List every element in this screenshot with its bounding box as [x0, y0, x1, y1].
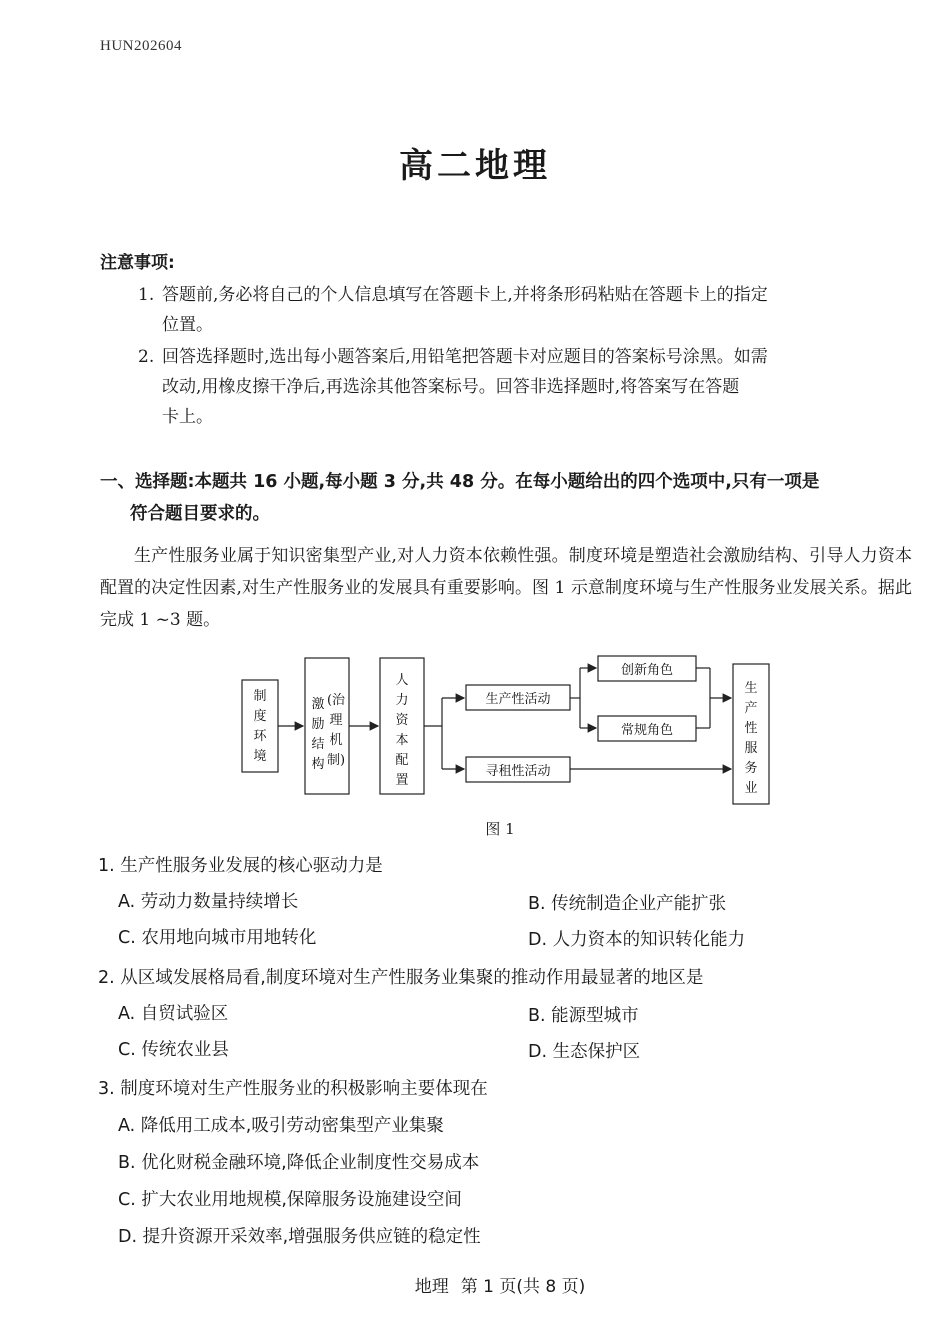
- label-human-capital-allocation: [395, 673, 409, 788]
- diagram-char: 生: [744, 681, 758, 696]
- footer-page-number: 第 1 页(共 8 页): [460, 1277, 586, 1297]
- label-incentive-structure: [311, 697, 324, 772]
- diagram-char: 境: [253, 749, 267, 764]
- diagram-char: 制): [326, 753, 346, 768]
- option-c: C. 农用地向城市用地转化: [118, 928, 317, 948]
- notice-item-text: 卡上。: [162, 407, 213, 427]
- section-heading-line: 一、选择题:本题共 16 小题,每小题 3 分,共 48 分。在每小题给出的四个选项中,只有一项是: [100, 472, 820, 492]
- notice-item-text: 改动,用橡皮擦干净后,再选涂其他答案标号。回答非选择题时,将答案写在答题: [162, 377, 740, 397]
- notice-heading: 注意事项:: [100, 253, 175, 273]
- exam-code: HUN202604: [100, 38, 182, 54]
- notice-item-text: 回答选择题时,选出每小题答案后,用铅笔把答题卡对应题目的答案标号涂黑。如需: [162, 347, 768, 367]
- notice-item-text: 位置。: [162, 315, 213, 335]
- diagram-char: 服: [744, 741, 758, 756]
- footer-subject: 地理: [414, 1277, 449, 1297]
- option-d: D. 人力资本的知识转化能力: [528, 930, 746, 950]
- option-a: A. 降低用工成本,吸引劳动密集型产业集聚: [118, 1116, 444, 1136]
- label-institutional-environment: [253, 688, 267, 764]
- diagram-char: 度: [253, 709, 267, 724]
- question-stem: 3. 制度环境对生产性服务业的积极影响主要体现在: [98, 1079, 488, 1099]
- diagram-char: 理: [329, 713, 343, 728]
- diagram-char: 机: [329, 733, 343, 748]
- diagram-char: 结: [311, 737, 325, 752]
- diagram-char: 置: [395, 773, 409, 788]
- question-stem: 2. 从区域发展格局看,制度环境对生产性服务业集聚的推动作用最显著的地区是: [98, 968, 704, 988]
- diagram-char: 本: [395, 733, 409, 748]
- diagram-char: 业: [744, 781, 758, 796]
- page-title: 高二地理: [399, 146, 551, 186]
- option-c: C. 扩大农业用地规模,保障服务设施建设空间: [118, 1190, 462, 1210]
- section-heading: [100, 466, 912, 530]
- option-b: B. 优化财税金融环境,降低企业制度性交易成本: [118, 1153, 480, 1173]
- notice-item-1: [138, 280, 916, 340]
- notice-item-text: 答题前,务必将自己的个人信息填写在答题卡上,并将条形码粘贴在答题卡上的指定: [162, 285, 768, 305]
- label-routine-role: 常规角色: [620, 723, 674, 738]
- notice-item-number: 2.: [138, 347, 155, 367]
- option-b: B. 能源型城市: [528, 1006, 639, 1026]
- passage-intro: 生产性服务业属于知识密集型产业,对人力资本依赖性强。制度环境是塑造社会激励结构、引导人力资本配置的决定性因素,对生产性服务业的发展具有重要影响。图 1 示意制度环境与生产性服务业发展关系。据此完成 1 ~3 题。: [100, 546, 912, 630]
- option-b: B. 传统制造企业产能扩张: [528, 894, 727, 914]
- option-d: D. 生态保护区: [528, 1042, 641, 1062]
- question-stem: 1. 生产性服务业发展的核心驱动力是: [98, 856, 383, 876]
- label-productive-activity: 生产性活动: [485, 692, 551, 707]
- diagram-char: 激: [311, 697, 325, 712]
- label-producer-services: [744, 680, 757, 796]
- label-innovative-role: 创新角色: [620, 663, 674, 678]
- option-c: C. 传统农业县: [118, 1040, 229, 1060]
- diagram-char: 制: [253, 689, 267, 704]
- diagram-char: 环: [253, 729, 267, 744]
- diagram-char: 务: [744, 761, 758, 776]
- diagram-char: 人: [395, 673, 409, 688]
- page-footer: [0, 1272, 950, 1297]
- option-a: A. 劳动力数量持续增长: [118, 892, 299, 912]
- option-a: A. 自贸试验区: [118, 1004, 229, 1024]
- label-rent-seeking-activity: 寻租性活动: [485, 764, 551, 779]
- option-d: D. 提升资源开采效率,增强服务供应链的稳定性: [118, 1227, 481, 1247]
- diagram-char: 产: [744, 701, 758, 716]
- diagram-char: 励: [311, 717, 325, 732]
- section-heading-line: 符合题目要求的。: [130, 504, 270, 524]
- diagram-char: 构: [311, 757, 325, 772]
- label-governance-mechanism: [327, 693, 346, 768]
- diagram-char: 力: [395, 693, 409, 708]
- diagram-char: (治: [326, 693, 346, 708]
- diagram-char: 资: [395, 713, 409, 728]
- figure-caption: 图 1: [485, 820, 515, 838]
- figure-1-diagram: [230, 650, 790, 810]
- notice-item-number: 1.: [138, 285, 155, 305]
- notice-item-2: [138, 342, 916, 432]
- diagram-char: 配: [395, 753, 409, 768]
- diagram-char: 性: [744, 721, 758, 736]
